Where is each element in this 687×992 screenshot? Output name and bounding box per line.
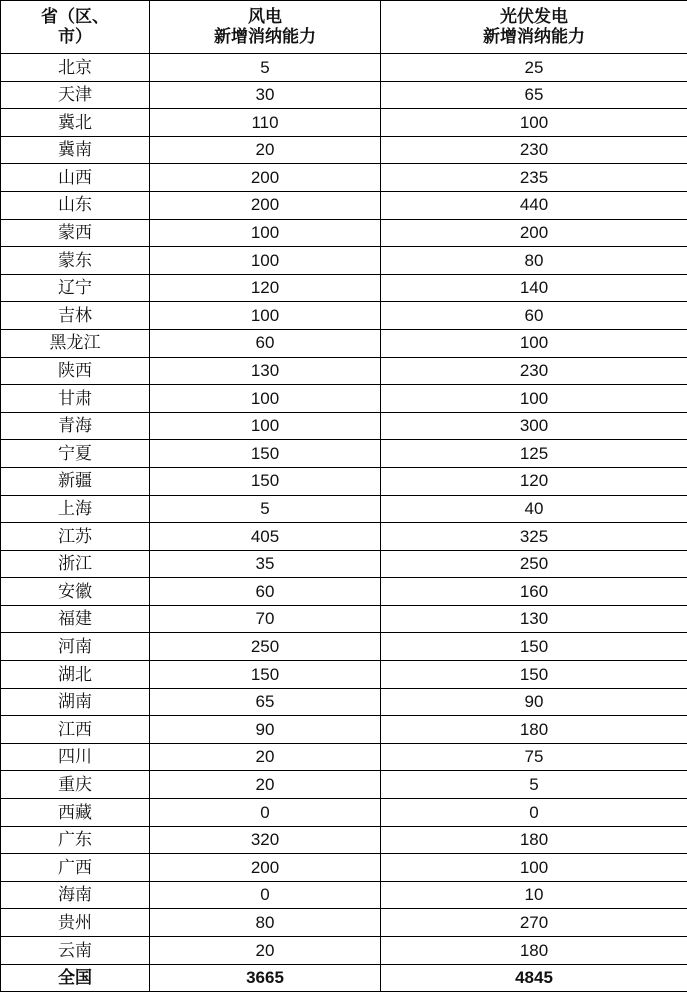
cell-province: 四川 bbox=[1, 743, 150, 771]
cell-province: 黑龙江 bbox=[1, 329, 150, 357]
cell-solar-capacity: 65 bbox=[381, 81, 687, 109]
table-row bbox=[1, 937, 687, 965]
cell-province: 安徽 bbox=[1, 578, 150, 606]
cell-solar-capacity: 230 bbox=[381, 357, 687, 385]
table-body bbox=[1, 54, 687, 992]
cell-solar-capacity: 60 bbox=[381, 302, 687, 330]
header-solar-line2: 新增消纳能力 bbox=[381, 27, 687, 47]
table-row bbox=[1, 81, 687, 109]
cell-province: 湖南 bbox=[1, 688, 150, 716]
cell-wind-capacity: 100 bbox=[150, 385, 381, 413]
table-row bbox=[1, 578, 687, 606]
cell-wind-capacity: 20 bbox=[150, 743, 381, 771]
header-wind-line1: 风电 bbox=[150, 7, 380, 27]
header-wind-line2: 新增消纳能力 bbox=[150, 27, 380, 47]
cell-solar-capacity: 125 bbox=[381, 440, 687, 468]
cell-wind-capacity: 120 bbox=[150, 274, 381, 302]
table-row bbox=[1, 164, 687, 192]
cell-wind-capacity: 150 bbox=[150, 440, 381, 468]
table-row bbox=[1, 799, 687, 827]
cell-wind-capacity: 60 bbox=[150, 329, 381, 357]
cell-province: 重庆 bbox=[1, 771, 150, 799]
table-row bbox=[1, 605, 687, 633]
cell-solar-capacity: 270 bbox=[381, 909, 687, 937]
cell-solar-capacity: 250 bbox=[381, 550, 687, 578]
table-row bbox=[1, 467, 687, 495]
cell-province: 江苏 bbox=[1, 523, 150, 551]
cell-wind-capacity: 150 bbox=[150, 661, 381, 689]
cell-wind-capacity: 130 bbox=[150, 357, 381, 385]
cell-solar-capacity: 100 bbox=[381, 385, 687, 413]
cell-province: 辽宁 bbox=[1, 274, 150, 302]
cell-province: 江西 bbox=[1, 716, 150, 744]
cell-wind-capacity: 100 bbox=[150, 302, 381, 330]
table-row bbox=[1, 633, 687, 661]
table-row bbox=[1, 550, 687, 578]
table-row bbox=[1, 247, 687, 275]
cell-wind-capacity: 100 bbox=[150, 219, 381, 247]
cell-wind-capacity: 5 bbox=[150, 54, 381, 82]
cell-wind-capacity: 30 bbox=[150, 81, 381, 109]
cell-province: 新疆 bbox=[1, 467, 150, 495]
cell-province: 海南 bbox=[1, 881, 150, 909]
cell-wind-capacity: 200 bbox=[150, 164, 381, 192]
cell-wind-capacity: 200 bbox=[150, 191, 381, 219]
cell-province: 北京 bbox=[1, 54, 150, 82]
table-row bbox=[1, 136, 687, 164]
header-province-line2: 市） bbox=[1, 27, 149, 47]
cell-solar-capacity: 130 bbox=[381, 605, 687, 633]
cell-solar-capacity: 40 bbox=[381, 495, 687, 523]
cell-solar-capacity: 440 bbox=[381, 191, 687, 219]
cell-solar-capacity: 75 bbox=[381, 743, 687, 771]
table-row bbox=[1, 385, 687, 413]
table-row bbox=[1, 329, 687, 357]
cell-province: 云南 bbox=[1, 937, 150, 965]
cell-solar-capacity: 100 bbox=[381, 329, 687, 357]
cell-solar-capacity: 80 bbox=[381, 247, 687, 275]
cell-wind-capacity: 110 bbox=[150, 109, 381, 137]
cell-solar-capacity: 150 bbox=[381, 633, 687, 661]
cell-solar-capacity: 300 bbox=[381, 412, 687, 440]
cell-solar-capacity: 100 bbox=[381, 854, 687, 882]
cell-wind-capacity: 20 bbox=[150, 771, 381, 799]
cell-province: 甘肃 bbox=[1, 385, 150, 413]
table-row bbox=[1, 357, 687, 385]
cell-wind-capacity: 405 bbox=[150, 523, 381, 551]
header-row bbox=[1, 1, 687, 54]
table-row bbox=[1, 771, 687, 799]
cell-wind-capacity: 5 bbox=[150, 495, 381, 523]
table-row bbox=[1, 688, 687, 716]
table-header bbox=[1, 1, 687, 54]
cell-solar-capacity: 140 bbox=[381, 274, 687, 302]
table-row bbox=[1, 274, 687, 302]
cell-province: 山西 bbox=[1, 164, 150, 192]
header-solar-line1: 光伏发电 bbox=[381, 7, 687, 27]
cell-wind-capacity: 35 bbox=[150, 550, 381, 578]
table-row bbox=[1, 219, 687, 247]
table-row bbox=[1, 109, 687, 137]
cell-province: 冀南 bbox=[1, 136, 150, 164]
cell-province: 宁夏 bbox=[1, 440, 150, 468]
table-row bbox=[1, 881, 687, 909]
cell-province: 贵州 bbox=[1, 909, 150, 937]
cell-solar-capacity: 0 bbox=[381, 799, 687, 827]
table-row bbox=[1, 495, 687, 523]
cell-solar-capacity: 5 bbox=[381, 771, 687, 799]
cell-wind-capacity: 0 bbox=[150, 881, 381, 909]
cell-solar-capacity: 150 bbox=[381, 661, 687, 689]
cell-wind-capacity: 250 bbox=[150, 633, 381, 661]
table-row bbox=[1, 302, 687, 330]
cell-province: 湖北 bbox=[1, 661, 150, 689]
cell-wind-capacity: 100 bbox=[150, 247, 381, 275]
cell-province: 蒙西 bbox=[1, 219, 150, 247]
cell-solar-capacity: 160 bbox=[381, 578, 687, 606]
column-header-wind bbox=[150, 1, 381, 54]
table-row bbox=[1, 440, 687, 468]
cell-province: 陕西 bbox=[1, 357, 150, 385]
cell-province: 天津 bbox=[1, 81, 150, 109]
cell-wind-capacity: 200 bbox=[150, 854, 381, 882]
cell-wind-capacity: 0 bbox=[150, 799, 381, 827]
table-row bbox=[1, 854, 687, 882]
cell-province: 山东 bbox=[1, 191, 150, 219]
column-header-province bbox=[1, 1, 150, 54]
table-row bbox=[1, 54, 687, 82]
cell-solar-capacity: 100 bbox=[381, 109, 687, 137]
cell-solar-capacity: 90 bbox=[381, 688, 687, 716]
cell-province: 广东 bbox=[1, 826, 150, 854]
cell-province: 吉林 bbox=[1, 302, 150, 330]
table-row bbox=[1, 661, 687, 689]
table-row bbox=[1, 191, 687, 219]
cell-province: 浙江 bbox=[1, 550, 150, 578]
cell-solar-capacity: 325 bbox=[381, 523, 687, 551]
table-row bbox=[1, 412, 687, 440]
cell-total-wind: 3665 bbox=[150, 964, 381, 992]
cell-province: 上海 bbox=[1, 495, 150, 523]
cell-solar-capacity: 10 bbox=[381, 881, 687, 909]
cell-wind-capacity: 90 bbox=[150, 716, 381, 744]
table-row bbox=[1, 716, 687, 744]
cell-wind-capacity: 150 bbox=[150, 467, 381, 495]
header-province-line1: 省（区、 bbox=[1, 7, 149, 27]
cell-total-solar: 4845 bbox=[381, 964, 687, 992]
cell-province: 青海 bbox=[1, 412, 150, 440]
table-row bbox=[1, 743, 687, 771]
table-row bbox=[1, 523, 687, 551]
cell-wind-capacity: 20 bbox=[150, 937, 381, 965]
cell-province: 广西 bbox=[1, 854, 150, 882]
cell-wind-capacity: 20 bbox=[150, 136, 381, 164]
table-row-total bbox=[1, 964, 687, 992]
table-row bbox=[1, 826, 687, 854]
cell-wind-capacity: 320 bbox=[150, 826, 381, 854]
cell-wind-capacity: 70 bbox=[150, 605, 381, 633]
cell-solar-capacity: 180 bbox=[381, 937, 687, 965]
cell-solar-capacity: 235 bbox=[381, 164, 687, 192]
cell-province: 冀北 bbox=[1, 109, 150, 137]
cell-solar-capacity: 230 bbox=[381, 136, 687, 164]
cell-wind-capacity: 100 bbox=[150, 412, 381, 440]
column-header-solar bbox=[381, 1, 687, 54]
cell-province: 蒙东 bbox=[1, 247, 150, 275]
cell-province: 河南 bbox=[1, 633, 150, 661]
cell-solar-capacity: 180 bbox=[381, 826, 687, 854]
table-row bbox=[1, 909, 687, 937]
cell-solar-capacity: 25 bbox=[381, 54, 687, 82]
cell-solar-capacity: 200 bbox=[381, 219, 687, 247]
cell-province: 西藏 bbox=[1, 799, 150, 827]
cell-wind-capacity: 60 bbox=[150, 578, 381, 606]
cell-solar-capacity: 180 bbox=[381, 716, 687, 744]
cell-province: 福建 bbox=[1, 605, 150, 633]
cell-solar-capacity: 120 bbox=[381, 467, 687, 495]
cell-wind-capacity: 80 bbox=[150, 909, 381, 937]
cell-wind-capacity: 65 bbox=[150, 688, 381, 716]
cell-total-label: 全国 bbox=[1, 964, 150, 992]
